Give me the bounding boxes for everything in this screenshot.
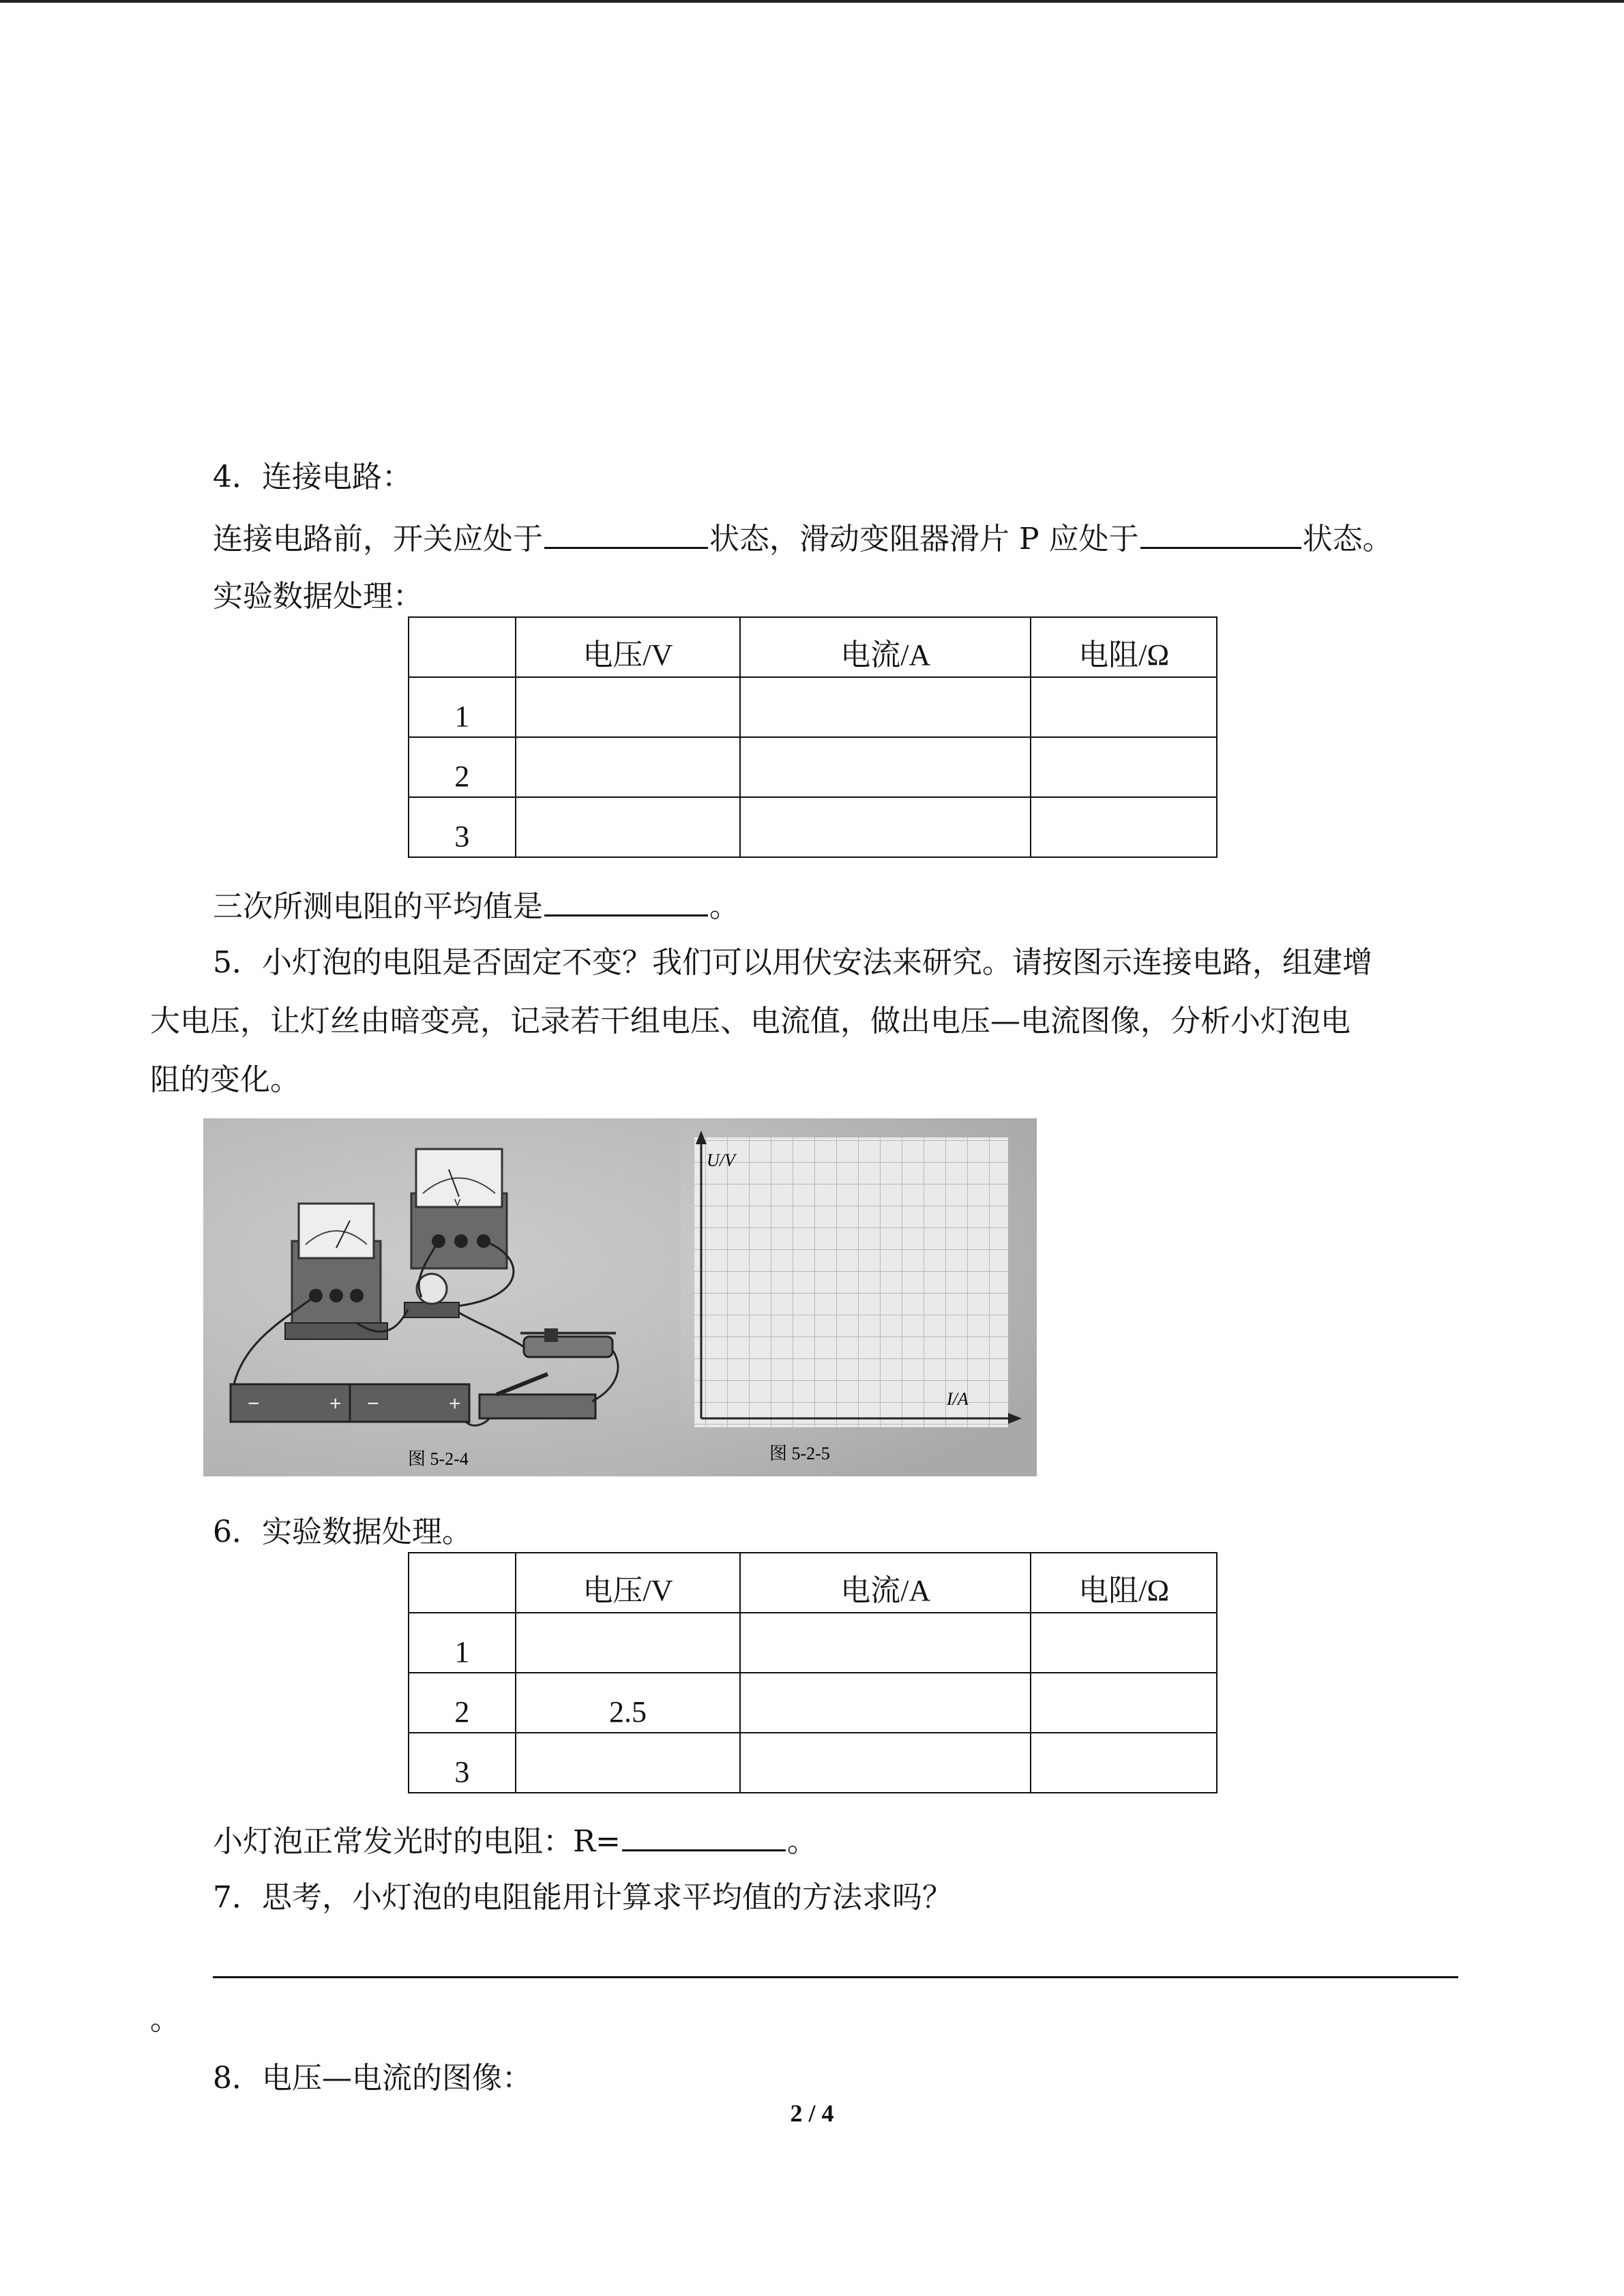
- row-index: 3: [409, 797, 516, 857]
- y-axis-label: U/V: [707, 1150, 735, 1170]
- voltage-cell[interactable]: [516, 737, 740, 797]
- svg-text:−: −: [248, 1392, 260, 1415]
- resistance-cell[interactable]: [1031, 1673, 1217, 1733]
- q4-text-b: 状态，滑动变阻器滑片 P 应处于: [709, 522, 1139, 556]
- q7-title: 7．思考，小灯泡的电阻能用计算求平均值的方法求吗？: [213, 1880, 952, 1915]
- header-cell: 电压/V: [516, 1553, 740, 1613]
- svg-text:+: +: [329, 1392, 342, 1415]
- page-number: 2 / 4: [790, 2100, 834, 2127]
- voltage-cell[interactable]: [516, 1613, 740, 1673]
- current-cell[interactable]: [740, 1613, 1031, 1673]
- table-row: [409, 1673, 1217, 1733]
- switch-state-blank[interactable]: [544, 516, 708, 549]
- row-index: 1: [409, 677, 516, 737]
- data-table-1: [408, 616, 1217, 858]
- current-cell[interactable]: [740, 1733, 1031, 1793]
- resistance-cell[interactable]: [1031, 1733, 1217, 1793]
- header-cell: 电压/V: [516, 617, 740, 677]
- header-cell: 电阻/Ω: [1031, 1553, 1217, 1613]
- row-index: 3: [409, 1733, 516, 1793]
- header-cell: 电流/A: [740, 617, 1031, 677]
- table-row: [409, 737, 1217, 797]
- q6-title: 6．实验数据处理。: [213, 1515, 472, 1549]
- voltage-cell[interactable]: 2.5: [516, 1673, 740, 1733]
- q8-title: 8．电压—电流的图像：: [213, 2061, 532, 2096]
- data-table-2: [408, 1552, 1217, 1793]
- svg-text:−: −: [367, 1392, 379, 1415]
- slider-state-blank[interactable]: [1140, 516, 1301, 549]
- resistance-cell[interactable]: [1031, 737, 1217, 797]
- q4-switch-line: [213, 516, 1393, 560]
- header-cell: [409, 1553, 516, 1613]
- normal-resistance-end: 。: [787, 1824, 817, 1859]
- q4-text-c: 状态。: [1302, 522, 1393, 556]
- circuit-and-graph-figure: [203, 1118, 1037, 1476]
- voltmeter-icon: [411, 1149, 507, 1268]
- page-top-border: [0, 0, 1624, 3]
- resistance-cell[interactable]: [1031, 1613, 1217, 1673]
- svg-text:+: +: [449, 1392, 461, 1415]
- voltmeter-label: V: [454, 1197, 461, 1208]
- ui-graph: [694, 1131, 1022, 1427]
- figure-svg: [203, 1118, 1037, 1476]
- q7-end-mark: 。: [150, 2002, 180, 2037]
- current-cell[interactable]: [740, 1673, 1031, 1733]
- average-end: 。: [709, 889, 739, 924]
- row-index: 2: [409, 1673, 516, 1733]
- header-cell: 电阻/Ω: [1031, 617, 1217, 677]
- average-resistance-blank[interactable]: [544, 883, 708, 916]
- q5-line-2: 大电压，让灯丝由暗变亮，记录若干组电压、电流值，做出电压—电流图像，分析小灯泡电: [150, 1004, 1350, 1039]
- normal-resistance-blank[interactable]: [622, 1818, 786, 1851]
- table-header-row: [409, 617, 1217, 677]
- rheostat-icon: [520, 1328, 616, 1357]
- q5-line-1: 5．小灯泡的电阻是否固定不变？我们可以用伏安法来研究。请按图示连接电路，组建增: [213, 945, 1372, 980]
- table-row: [409, 797, 1217, 857]
- average-resistance-line: [213, 883, 739, 927]
- q5-line-3: 阻的变化。: [150, 1062, 300, 1097]
- voltage-cell[interactable]: [516, 1733, 740, 1793]
- data-processing-title: 实验数据处理：: [213, 579, 423, 614]
- current-cell[interactable]: [740, 677, 1031, 737]
- q7-answer-line[interactable]: [213, 1976, 1458, 1978]
- current-cell[interactable]: [740, 737, 1031, 797]
- table-row: [409, 1613, 1217, 1673]
- ammeter-icon: [285, 1204, 387, 1339]
- battery-icon: [231, 1384, 469, 1422]
- q4-title: 4．连接电路：: [213, 460, 412, 494]
- table-header-row: [409, 1553, 1217, 1613]
- row-index: 2: [409, 737, 516, 797]
- row-index: 1: [409, 1613, 516, 1673]
- table-row: [409, 677, 1217, 737]
- figure-1-caption: 图 5-2-4: [408, 1449, 469, 1469]
- table-row: [409, 1733, 1217, 1793]
- current-cell[interactable]: [740, 797, 1031, 857]
- q4-text-a: 连接电路前，开关应处于: [213, 522, 543, 556]
- header-cell: [409, 617, 516, 677]
- header-cell: 电流/A: [740, 1553, 1031, 1613]
- normal-resistance-label: 小灯泡正常发光时的电阻：R=: [213, 1824, 621, 1859]
- voltage-cell[interactable]: [516, 797, 740, 857]
- voltage-cell[interactable]: [516, 677, 740, 737]
- resistance-cell[interactable]: [1031, 677, 1217, 737]
- normal-resistance-line: [213, 1818, 817, 1862]
- x-axis-label: I/A: [947, 1389, 969, 1409]
- average-label: 三次所测电阻的平均值是: [213, 889, 543, 924]
- figure-2-caption: 图 5-2-5: [769, 1444, 830, 1463]
- resistance-cell[interactable]: [1031, 797, 1217, 857]
